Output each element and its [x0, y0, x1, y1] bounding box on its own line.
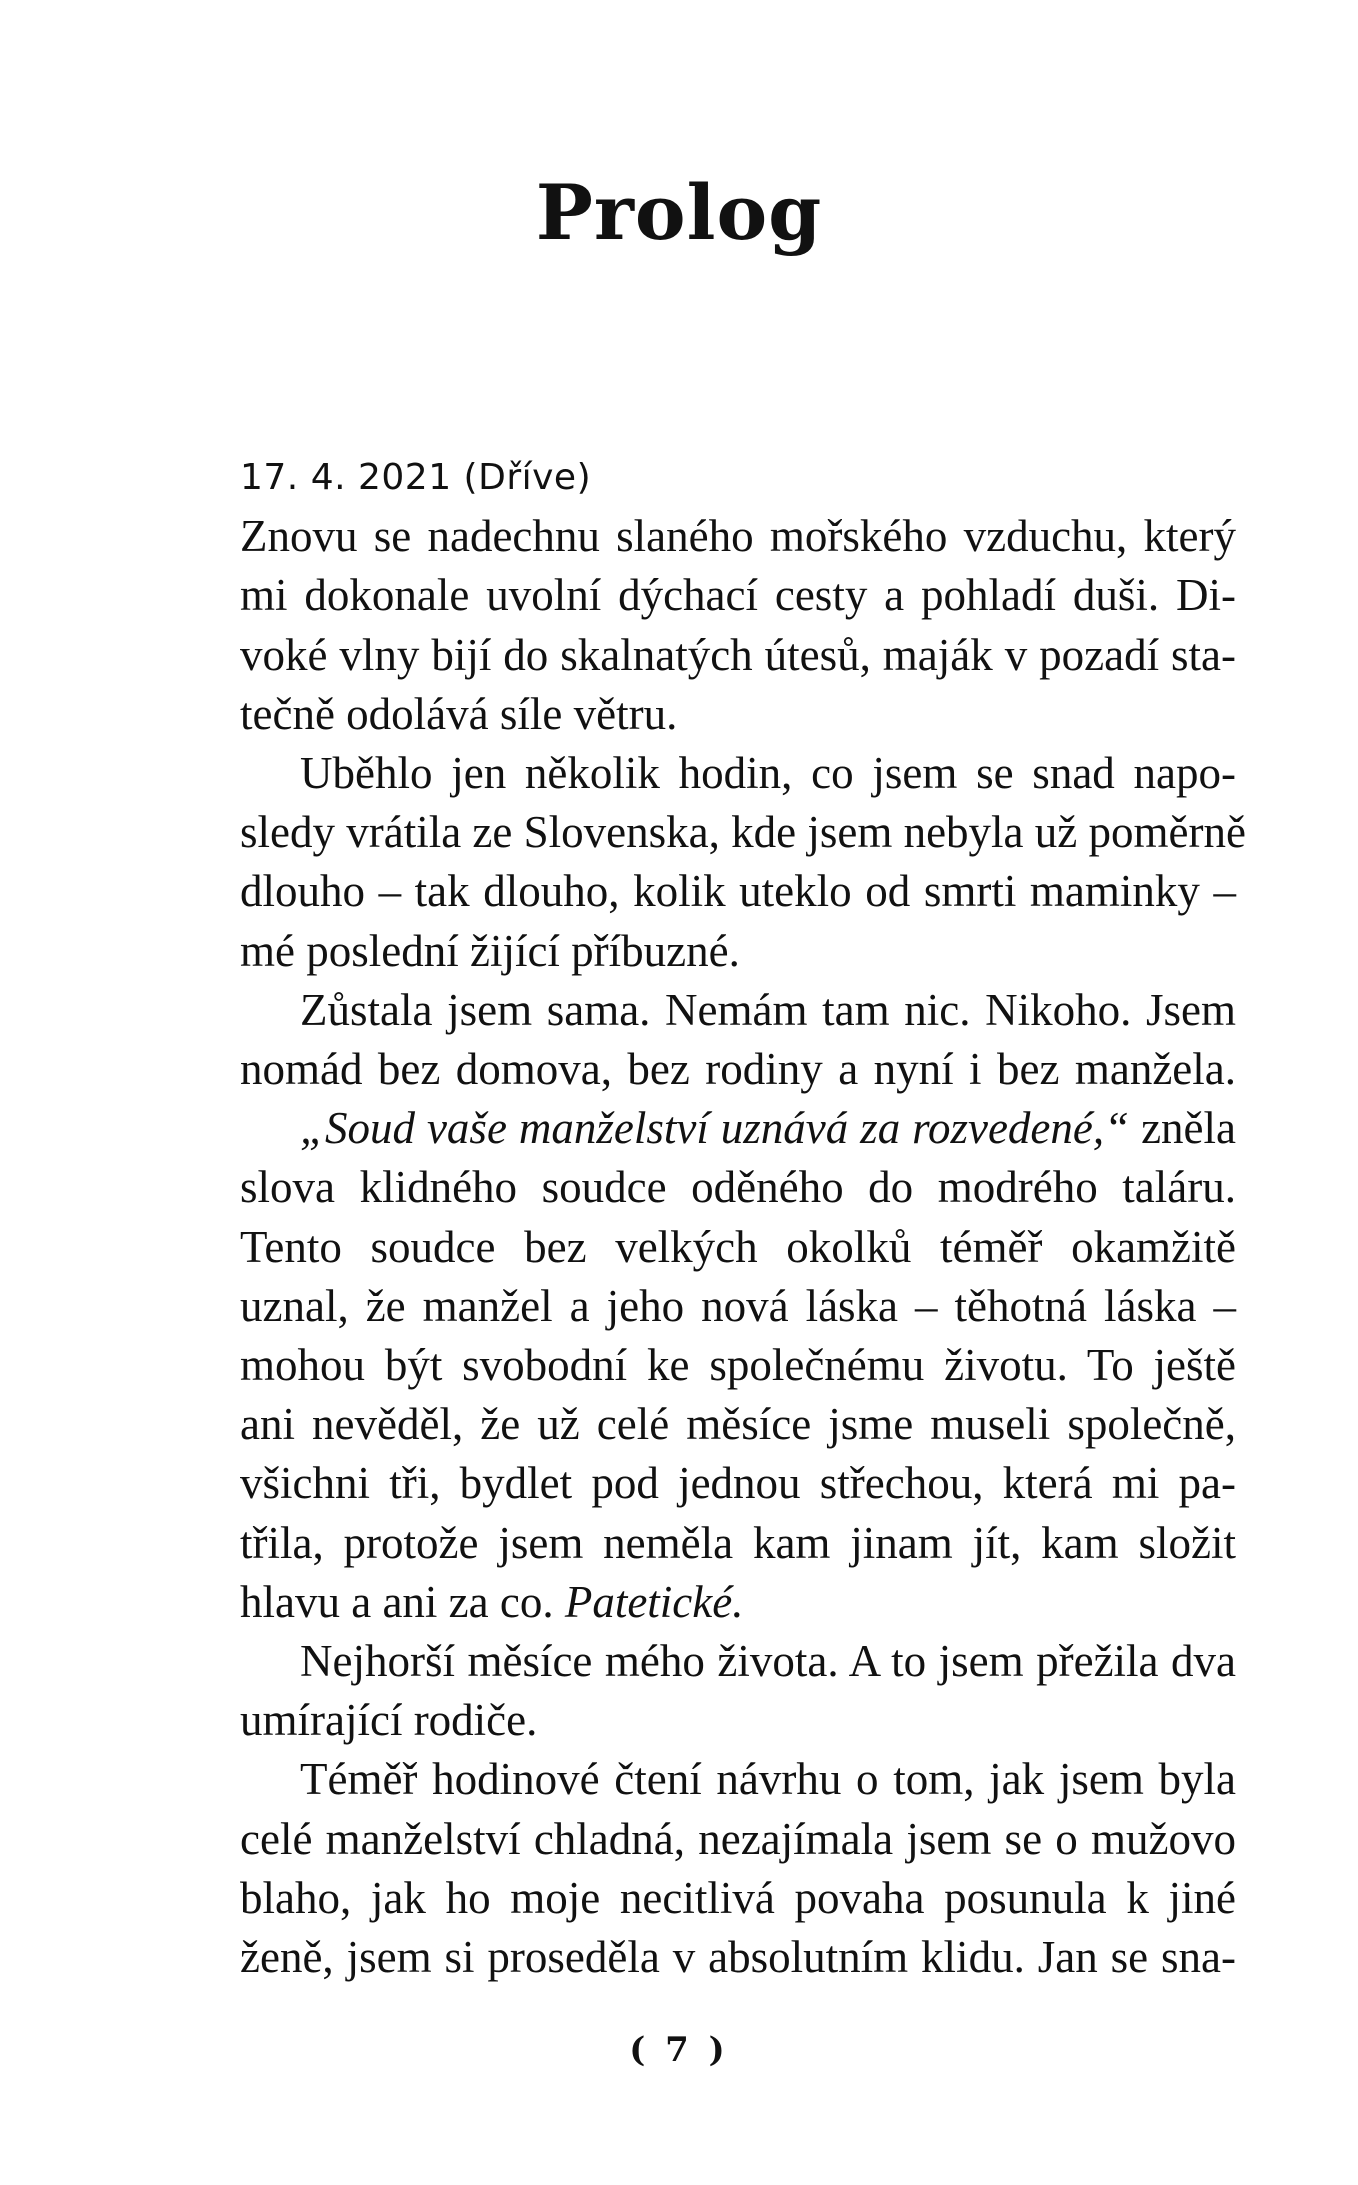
text-line [240, 1099, 1236, 1158]
text-line: ženě, jsem si proseděla v absolutním klidu. Jan se sna- [240, 1932, 1236, 1983]
paragraph-6 [240, 1750, 1236, 1987]
text-line: ani nevěděl, že už celé měsíce jsme museli společně, [240, 1399, 1236, 1450]
text-line: Uběhlo jen několik hodin, co jsem se snad napo- [300, 748, 1236, 799]
page-number: ( 7 ) [629, 2030, 729, 2070]
text-line: voké vlny bijí do skalnatých útesů, maják v pozadí sta- [240, 629, 1236, 680]
text-line: mohou být svobodní ke společnému životu. To ještě [240, 1340, 1236, 1391]
text-line: Téměř hodinové čtení návrhu o tom, jak jsem byla [300, 1754, 1236, 1805]
paragraph-5 [240, 1632, 1236, 1750]
quote-tail: zněla [1129, 1103, 1237, 1154]
paragraph-1 [240, 507, 1236, 744]
text-line [240, 1573, 1236, 1632]
text-line: mi dokonale uvolní dýchací cesty a pohladí duši. Di- [240, 570, 1236, 621]
paragraph-4 [240, 1099, 1236, 1632]
text-line: Nejhorší měsíce mého života. A to jsem přežila dva [300, 1636, 1236, 1687]
text-line: všichni tři, bydlet pod jednou střechou, která mi pa- [240, 1458, 1236, 1509]
text-plain: hlavu a ani za co. [240, 1576, 565, 1627]
text-line: slova klidného soudce oděného do modrého taláru. [240, 1162, 1236, 1213]
text-line: dlouho – tak dlouho, kolik uteklo od smrti maminky – [240, 866, 1236, 917]
paragraph-3 [240, 981, 1236, 1099]
dateline: 17. 4. 2021 (Dříve) [240, 457, 592, 498]
text-line: mé poslední žijící příbuzné. [240, 925, 740, 976]
text-line: umírající rodiče. [240, 1695, 538, 1746]
text-line: Tento soudce bez velkých okolků téměř okamžitě [240, 1221, 1236, 1272]
text-italic: Patetické. [564, 1576, 744, 1627]
text-line: tečně odolává síle větru. [240, 688, 678, 739]
text-line: nomád bez domova, bez rodiny a nyní i bez manžela. [240, 1044, 1236, 1095]
text-line: Zůstala jsem sama. Nemám tam nic. Nikoho. Jsem [300, 984, 1236, 1035]
text-line: uznal, že manžel a jeho nová láska – těhotná láska – [240, 1280, 1236, 1331]
body-text [240, 448, 1246, 1987]
text-line: Znovu se nadechnu slaného mořského vzduchu, který [240, 511, 1236, 562]
court-quote: „Soud vaše manželství uznává za rozvedené,“ [300, 1103, 1130, 1154]
chapter-title: Prolog [535, 168, 823, 257]
text-line: sledy vrátila ze Slovenska, kde jsem nebyla už poměrně [240, 807, 1246, 858]
text-line: třila, protože jsem neměla kam jinam jít, kam složit [240, 1517, 1236, 1568]
paragraph-2 [240, 744, 1246, 981]
text-line: blaho, jak ho moje necitlivá povaha posunula k jiné [240, 1872, 1236, 1923]
text-line: celé manželství chladná, nezajímala jsem se o mužovo [240, 1813, 1236, 1864]
